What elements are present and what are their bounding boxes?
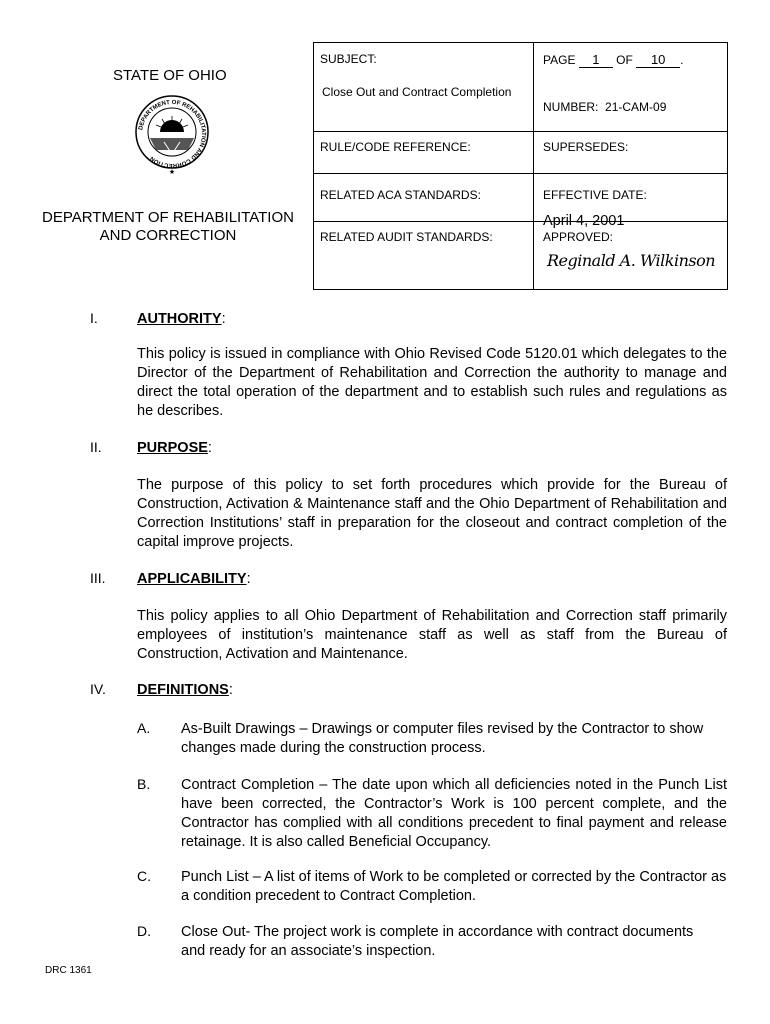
purpose-paragraph: The purpose of this policy to set forth procedures which provide for the Bureau of Construction, Activation & Maintenance staff and the Ohio Department of Rehabilitation and Correction Institutions’ staff in preparation for the closeout and contract completion of the capital improve projects. bbox=[137, 477, 727, 550]
section-number-4: IV. bbox=[90, 681, 106, 697]
definition-close-out: Close Out- The project work is complete in accordance with contract documents and ready for an associate’s inspection. bbox=[181, 924, 694, 959]
page-total: 10 bbox=[636, 52, 680, 68]
audit-standards-label: RELATED AUDIT STANDARDS: bbox=[320, 230, 493, 244]
definition-letter-b: B. bbox=[137, 776, 151, 792]
section-number-1: I. bbox=[90, 310, 98, 326]
section-heading-definitions: DEFINITIONS: bbox=[137, 682, 233, 698]
section-heading-purpose: PURPOSE: bbox=[137, 440, 212, 456]
effective-date-label: EFFECTIVE DATE: bbox=[543, 188, 647, 202]
page-indicator: PAGE 1 OF 10 . bbox=[543, 52, 684, 67]
definition-letter-d: D. bbox=[137, 923, 151, 939]
effective-date-value: April 4, 2001 bbox=[543, 213, 625, 229]
state-title: STATE OF OHIO bbox=[113, 67, 227, 84]
section-heading-authority: AUTHORITY: bbox=[137, 311, 226, 327]
applicability-paragraph: This policy applies to all Ohio Department of Rehabilitation and Correction staff primarily employees of institution’s maintenance staff as well as staff from the Bureau of Construction, Activation and Maintenance. bbox=[137, 608, 727, 662]
policy-number: NUMBER: 21-CAM-09 bbox=[543, 100, 667, 114]
svg-text:★: ★ bbox=[168, 169, 176, 176]
approved-label: APPROVED: bbox=[543, 230, 614, 244]
definition-letter-c: C. bbox=[137, 868, 151, 884]
section-number-3: III. bbox=[90, 570, 106, 586]
approver-signature: Reginald A. Wilkinson bbox=[547, 251, 716, 270]
header-table bbox=[313, 42, 728, 290]
rule-code-label: RULE/CODE REFERENCE: bbox=[320, 140, 471, 154]
seal-text: DEPARTMENT OF REHABILITATION AND CORRECTION bbox=[138, 99, 207, 169]
definition-letter-a: A. bbox=[137, 720, 151, 736]
subject-value: Close Out and Contract Completion bbox=[322, 85, 512, 99]
page-current: 1 bbox=[579, 52, 613, 68]
definition-as-built: As-Built Drawings – Drawings or computer files revised by the Contractor to show changes made during the construction process. bbox=[181, 721, 704, 756]
form-number: DRC 1361 bbox=[45, 965, 92, 976]
state-seal-icon bbox=[130, 92, 214, 176]
definition-punch-list: Punch List – A list of items of Work to be completed or corrected by the Contractor as a condition precedent to Contract Completion. bbox=[181, 869, 727, 904]
department-title: DEPARTMENT OF REHABILITATION AND CORRECTION bbox=[42, 209, 294, 244]
authority-paragraph: This policy is issued in compliance with Ohio Revised Code 5120.01 which delegates to the Director of the Department of Rehabilitation and Correction the authority to manage and direct the total operation of the department and to establish such rules and regulations as he describes. bbox=[137, 346, 727, 419]
definition-contract-completion: Contract Completion – The date upon which all deficiencies noted in the Punch List have been corrected, the Contractor’s Work is 100 percent complete, and the Contractor has complied with all conditions precedent to final payment and release retainage. It is also called Beneficial Occupancy. bbox=[181, 777, 727, 850]
supersedes-label: SUPERSEDES: bbox=[543, 140, 629, 154]
section-number-2: II. bbox=[90, 439, 102, 455]
subject-label: SUBJECT: bbox=[320, 52, 377, 66]
section-heading-applicability: APPLICABILITY: bbox=[137, 571, 251, 587]
aca-standards-label: RELATED ACA STANDARDS: bbox=[320, 188, 481, 202]
